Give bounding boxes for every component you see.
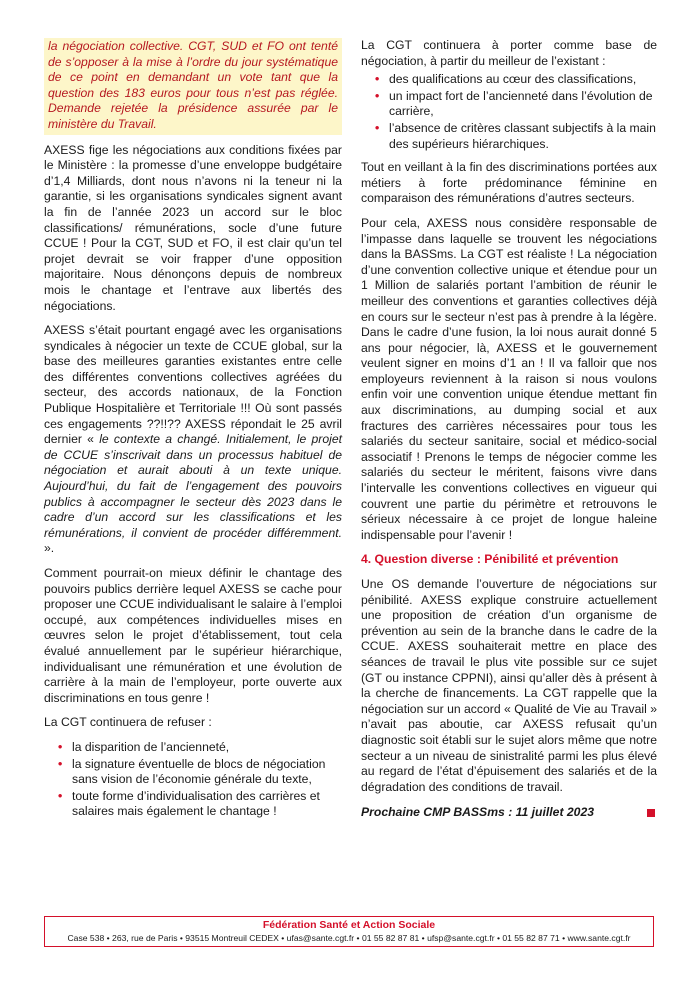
paragraph-text: AXESS s’était pourtant engagé avec les organisations syndicales à négocier un texte de CCUE global, sur la base des meilleures garanties existantes entre celle des différentes conventions collectives agréées du secteur, des accords nationaux, de la Fonction Publique Hospitalière et Territoriale !!! Où sont passés ces engagements ??!!?? AXESS répondait le 25 avril dernier « [44,323,342,447]
end-square-icon [647,809,655,817]
paragraph: La CGT continuera de refuser : [44,715,212,730]
signoff [361,805,657,821]
porter-list [361,72,657,152]
quote-text: le contexte a changé. Initialement, le projet de CCUE s’inscrivait dans un processus habituel de négociation et aurait abouti à un texte unique. Aujourd’hui, du fait de l’engagement des pouvoirs publics à accompagner le secteur dès 2023 dans le cadre d’un accord sur les classifications et les rémunérations, il convient de procéder différemment. [44,432,342,540]
list-item: • des qualifications au cœur des classifications, [389,72,657,88]
left-column [44,38,342,828]
paragraph-with-quote [44,323,342,557]
right-column [361,38,657,821]
signoff-text: Prochaine CMP BASSms : 11 juillet 2023 [361,805,594,820]
list-item: • un impact fort de l’ancienneté dans l’évolution de carrière, [389,89,657,120]
paragraph: Tout en veillant à la fin des discriminations portées aux métiers à forte prédominance féminine en comparaison des rémunérations d’autres secteurs. [361,160,657,206]
paragraph: Comment pourrait-on mieux définir le chantage des pouvoirs publics derrière lequel AXESS se cache pour proposer une CCUE individualisant le salaire à l’emploi occupé, aux compétences individuelles mises en œuvres selon le projet d’établissement, tout cela évalué annuellement par le supérieur hiérarchique, individualisant une rémunération et une évolution de carrière à la main de l’employeur, porte ouverte aux discriminations en tous genre ! [44,566,342,705]
footer-contact: Case 538 • 263, rue de Paris • 93515 Montreuil CEDEX • ufas@sante.cgt.fr • 01 55 82 87 81 • ufsp@sante.cgt.fr • 01 55 82 87 71 • www.sante.cgt.fr [67,933,631,943]
paragraph: Pour cela, AXESS nous considère responsable de l’impasse dans laquelle se trouvent les négociations dans la BASSms. La CGT est réaliste ! La négociation d’une convention collective unique et étendue pour un 1 Million de salariés portant l’ambition de réunir le meilleur des conventions et garanties collectives déjà en cours sur le secteur n’est pas à prendre à la légère. Dans le cadre d’une fusion, la loi nous aurait donné 5 ans pour négocier, là, AXESS et le gouvernement veulent signer en moins d’1 an ! Il va falloir que nos employeurs reviennent à la raison si nous voulons enfin voir une convention unique étendue mettant fin aux discriminations, au dumping social et aux fractures des carrières nécessaires pour tous les salariés du secteur sanitaire, social et médico-social associatif ! Prenons le temps de négocier comme les salariés du secteur le méritent, faisons vivre dans l’intervalle les conventions collectives en vigueur qui couvrent une partie du périmètre et retrouvons le sérieux nécessaire à ce projet de longue haleine indispensable pour l’avenir ! [361,215,657,542]
footer-organization: Fédération Santé et Action Sociale [262,919,436,931]
list-item: • la disparition de l’ancienneté, [72,740,342,756]
refuse-list [44,740,342,820]
paragraph: AXESS fige les négociations aux conditions fixées par le Ministère : la promesse d’une enveloppe budgétaire d’1,4 Milliards, dont nous n’avons ni la teneur ni la garantie, si les organisations syndicales signent avant la fin de l’année 2023 un accord sur le bloc classifications/ rémunérations, socle d’une future CCUE ! Pour la CGT, SUD et FO, il est clair qu’un tel projet devrait se voir frapper d’une opposition majoritaire. Nous dénonçons depuis de nombreux mois le chantage et l’entrave aux libertés des négociations. [44,142,342,313]
list-item: • toute forme d’individualisation des carrières et salaires mais également le chantage ! [72,789,342,820]
highlight-box: la négociation collective. CGT, SUD et FO ont tenté de s’opposer à la mise à l’ordre du jour systématique de ce point en demandant un vote tant que la question des 183 euros pour tous n’est pas réglée. Demande rejetée la présidence assurée par le ministère du Travail. [44,38,342,135]
paragraph-text: ». [44,541,55,556]
list-item: • la signature éventuelle de blocs de négociation sans vision de l’économie générale du texte, [72,757,342,788]
paragraph: La CGT continuera à porter comme base de négociation, à partir du meilleur de l’existant : [361,38,657,68]
paragraph: Une OS demande l’ouverture de négociations sur pénibilité. AXESS explique construire actuellement une proposition de création d’un organisme de prévention au sein de la branche dans le cadre de la CCUE. AXESS souhaiterait mettre en place des séances de travail le plus vite possible sur ce sujet (GT ou instance CPPNI), ainsi qu’aller dès à présent à la cherche de financements. La CGT rappelle que la négociation sur un accord « Qualité de Vie au Travail » n’avait pas aboutie, car AXESS refusait qu’un diagnostic soit établi sur le sujet alors même que notre secteur a un niveau de sinistralité parmi les plus élevé au regard de l’état d’épuisement des salariés et de la dégradation des conditions de travail. [361,577,657,794]
footer [44,916,654,947]
section-title: 4. Question diverse : Pénibilité et prévention [361,552,619,567]
list-item: • l’absence de critères classant subjectifs à la main des supérieurs hiérarchiques. [389,121,657,152]
